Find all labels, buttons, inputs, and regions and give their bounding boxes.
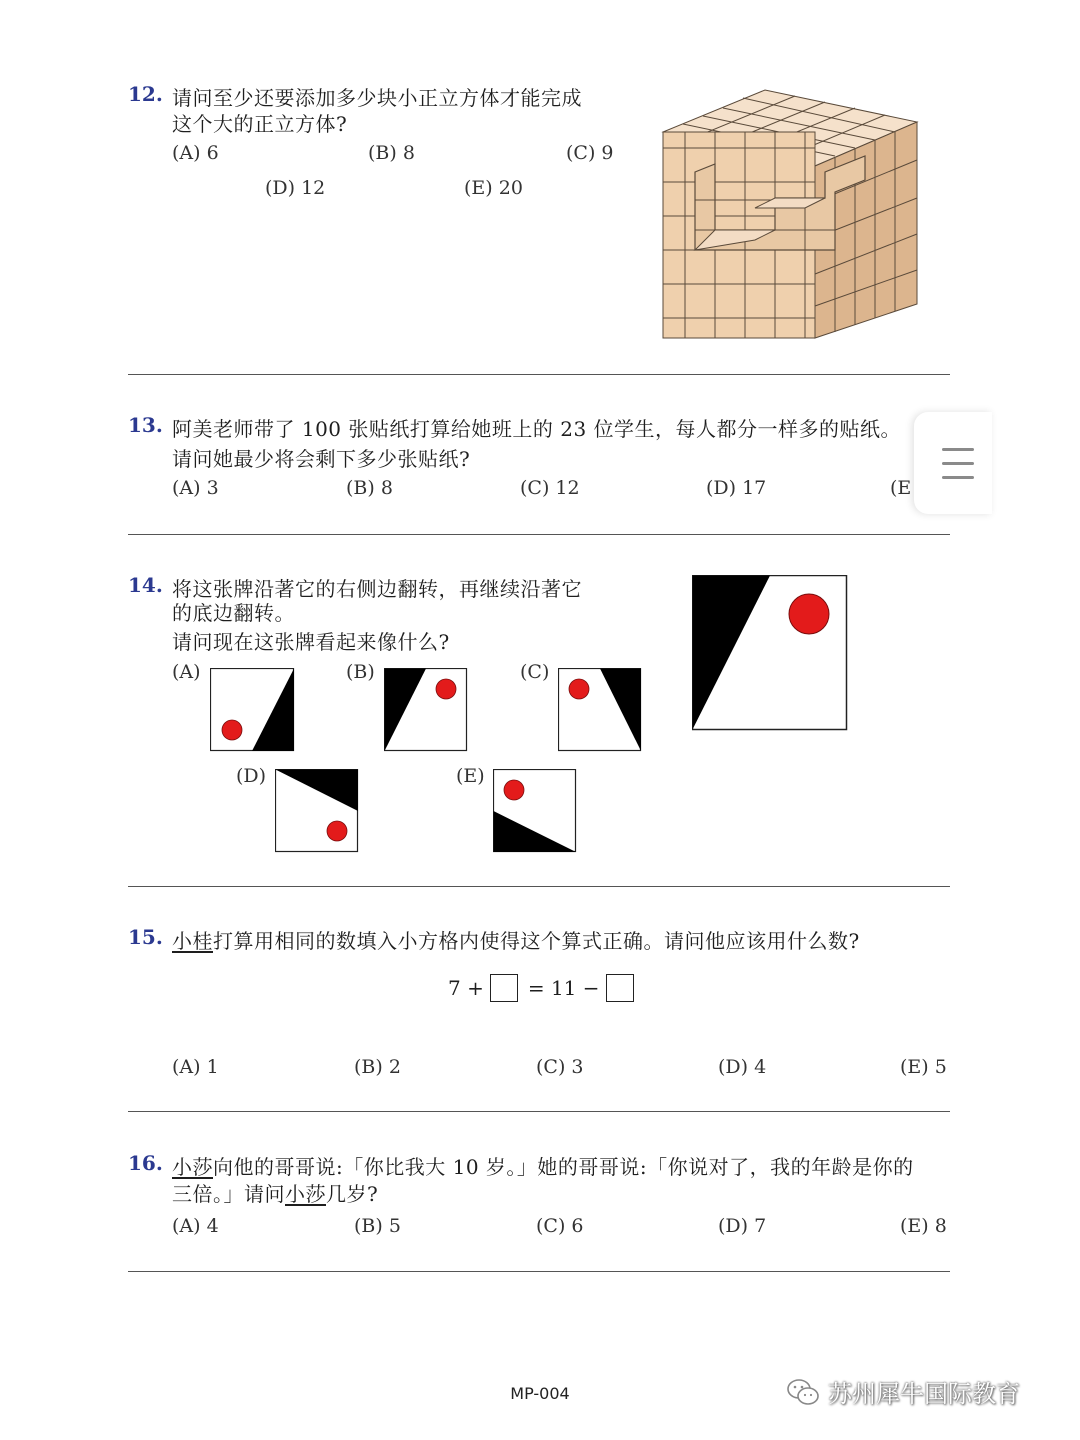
question-14-text-line3: 请问现在这张牌看起来像什么? xyxy=(172,630,450,654)
q14-option-d-label[interactable]: (D) xyxy=(236,765,267,787)
q16-option-c[interactable]: (C) 6 xyxy=(536,1215,584,1237)
question-16-text-part: 几岁? xyxy=(326,1182,379,1206)
person-name: 小桂 xyxy=(172,929,213,953)
question-14-text-line1: 将这张牌沿著它的右侧边翻转，再继续沿著它 xyxy=(172,577,582,601)
question-14-text-line2: 的底边翻转。 xyxy=(172,601,295,625)
q15-option-e[interactable]: (E) 5 xyxy=(900,1056,947,1078)
question-15-text-line1 xyxy=(172,925,860,954)
question-12-text-line2: 这个大的正立方体? xyxy=(172,112,348,136)
q12-option-b[interactable]: (B) 8 xyxy=(368,142,415,164)
blank-box xyxy=(606,974,634,1002)
q14-option-a-label[interactable]: (A) xyxy=(172,661,201,683)
q14-option-e-card[interactable] xyxy=(493,769,577,853)
q13-option-b[interactable]: (B) 8 xyxy=(346,477,393,499)
divider xyxy=(128,886,950,887)
equation xyxy=(448,974,634,1002)
q13-option-a[interactable]: (A) 3 xyxy=(172,477,219,499)
question-number-14: 14. xyxy=(128,573,163,597)
q14-option-b-label[interactable]: (B) xyxy=(346,661,375,683)
wechat-icon xyxy=(786,1377,820,1407)
q15-option-c[interactable]: (C) 3 xyxy=(536,1056,584,1078)
person-name: 小莎 xyxy=(285,1182,326,1206)
equation-left: 7 + xyxy=(448,976,484,1000)
q16-option-a[interactable]: (A) 4 xyxy=(172,1215,219,1237)
watermark-text: 苏州犀牛国际教育 xyxy=(828,1380,1020,1408)
q13-option-e[interactable]: (E xyxy=(890,477,912,499)
original-card xyxy=(692,575,848,731)
question-number-15: 15. xyxy=(128,925,163,949)
watermark xyxy=(786,1374,1020,1409)
question-16-text-part: 三倍。」请问 xyxy=(172,1182,285,1206)
page-code: MP-004 xyxy=(510,1384,570,1403)
q14-option-a-card[interactable] xyxy=(210,668,295,752)
divider xyxy=(128,374,950,375)
blank-box xyxy=(490,974,518,1002)
q15-option-d[interactable]: (D) 4 xyxy=(718,1056,767,1078)
q14-option-c-card[interactable] xyxy=(558,668,642,752)
q12-option-c[interactable]: (C) 9 xyxy=(566,142,614,164)
q12-option-d[interactable]: (D) 12 xyxy=(265,177,326,199)
question-16-text-rest: 向他的哥哥说:「你比我大 10 岁。」她的哥哥说:「你说对了，我的年龄是你的 xyxy=(213,1155,914,1179)
equation-middle: = 11 − xyxy=(527,976,600,1000)
q15-option-a[interactable]: (A) 1 xyxy=(172,1056,219,1078)
q16-option-e[interactable]: (E) 8 xyxy=(900,1215,947,1237)
divider xyxy=(128,1271,950,1272)
hamburger-menu-icon[interactable] xyxy=(914,412,992,514)
q14-option-d-card[interactable] xyxy=(275,769,359,853)
question-12-text-line1: 请问至少还要添加多少块小正立方体才能完成 xyxy=(172,86,582,110)
question-number-16: 16. xyxy=(128,1151,163,1175)
q14-option-b-card[interactable] xyxy=(384,668,468,752)
cube-figure xyxy=(655,80,925,350)
divider xyxy=(128,1111,950,1112)
q16-option-d[interactable]: (D) 7 xyxy=(718,1215,767,1237)
q13-option-c[interactable]: (C) 12 xyxy=(520,477,580,499)
question-15-text-rest: 打算用相同的数填入小方格内使得这个算式正确。请问他应该用什么数? xyxy=(213,929,860,953)
q12-option-a[interactable]: (A) 6 xyxy=(172,142,219,164)
divider xyxy=(128,534,950,535)
q15-option-b[interactable]: (B) 2 xyxy=(354,1056,401,1078)
question-16-text-line2 xyxy=(172,1178,378,1207)
person-name: 小莎 xyxy=(172,1155,213,1179)
q14-option-c-label[interactable]: (C) xyxy=(520,661,550,683)
q16-option-b[interactable]: (B) 5 xyxy=(354,1215,401,1237)
question-number-12: 12. xyxy=(128,82,163,106)
question-13-text-line2: 请问她最少将会剩下多少张贴纸? xyxy=(172,447,471,471)
question-16-text-line1 xyxy=(172,1151,914,1180)
question-number-13: 13. xyxy=(128,413,163,437)
q13-option-d[interactable]: (D) 17 xyxy=(706,477,767,499)
question-13-text-line1: 阿美老师带了 100 张贴纸打算给她班上的 23 位学生，每人都分一样多的贴纸。 xyxy=(172,417,902,441)
q14-option-e-label[interactable]: (E) xyxy=(456,765,485,787)
q12-option-e[interactable]: (E) 20 xyxy=(464,177,523,199)
